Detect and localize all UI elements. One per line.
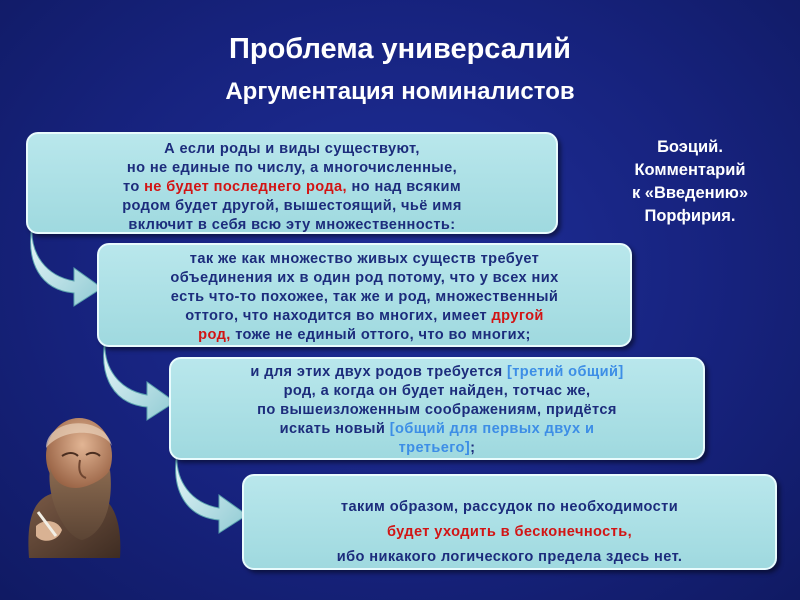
argument-box-3 — [169, 357, 705, 460]
box-text-line: род, а когда он будет найден, тотчас же, — [283, 383, 591, 399]
argument-box-4 — [242, 474, 777, 570]
box-text-line: А если роды и виды существуют, — [164, 141, 420, 157]
box-text-line: род, тоже не единый оттого, что во многих; — [198, 327, 531, 343]
box-text-line: то не будет последнего рода, но над всяким — [122, 179, 462, 195]
highlight-blue: третьего] — [398, 440, 471, 456]
box-text-line: по вышеизложенным соображениям, придётся — [257, 402, 617, 418]
slide-title: Проблема универсалий — [229, 33, 571, 65]
highlight-red: не будет последнего рода, — [144, 179, 348, 195]
portrait-image — [24, 408, 124, 558]
box-text-line: но не единые по числу, а многочисленные, — [126, 160, 458, 176]
highlight-blue: [третий общий] — [506, 364, 624, 380]
highlight-red: другой — [491, 308, 544, 324]
box-text-line: есть что-то похожее, так же и род, множественный — [170, 289, 559, 305]
source-citation — [600, 136, 780, 228]
box-text-line: искать новый [общий для первых двух и — [279, 421, 595, 437]
argument-box-1 — [26, 132, 558, 234]
argument-box-2 — [97, 243, 632, 347]
source-line: к «Введению» — [631, 184, 749, 202]
source-line: Порфирия. — [644, 207, 736, 225]
highlight-blue: [общий для первых двух и — [389, 421, 595, 437]
box-text-line — [244, 520, 775, 545]
box-text-line: родом будет другой, вышестоящий, чьё имя — [122, 198, 462, 214]
box-text-line: включит в себя всю эту множественность: — [128, 217, 456, 233]
highlight-red: будет уходить в бесконечность, — [386, 524, 633, 540]
box-text-line: и для этих двух родов требуется [третий общий] — [250, 364, 624, 380]
curved-arrow-icon — [30, 226, 104, 308]
source-line: Боэций. — [657, 138, 723, 156]
source-line: Комментарий — [634, 161, 746, 179]
box-text-line: третьего]; — [398, 440, 476, 456]
box-text-line: таким образом, рассудок по необходимости — [340, 499, 679, 515]
box-text-line: оттого, что находится во многих, имеет другой — [185, 308, 544, 324]
box-text-line: ибо никакого логического предела здесь нет. — [336, 549, 683, 565]
curved-arrow-icon — [175, 453, 249, 535]
highlight-red: род, — [198, 327, 231, 343]
slide-subtitle: Аргументация номиналистов — [225, 78, 575, 105]
box-text-line: так же как множество живых существ требует — [189, 251, 540, 267]
box-text-line: объединения их в один род потому, что у всех них — [170, 270, 559, 286]
